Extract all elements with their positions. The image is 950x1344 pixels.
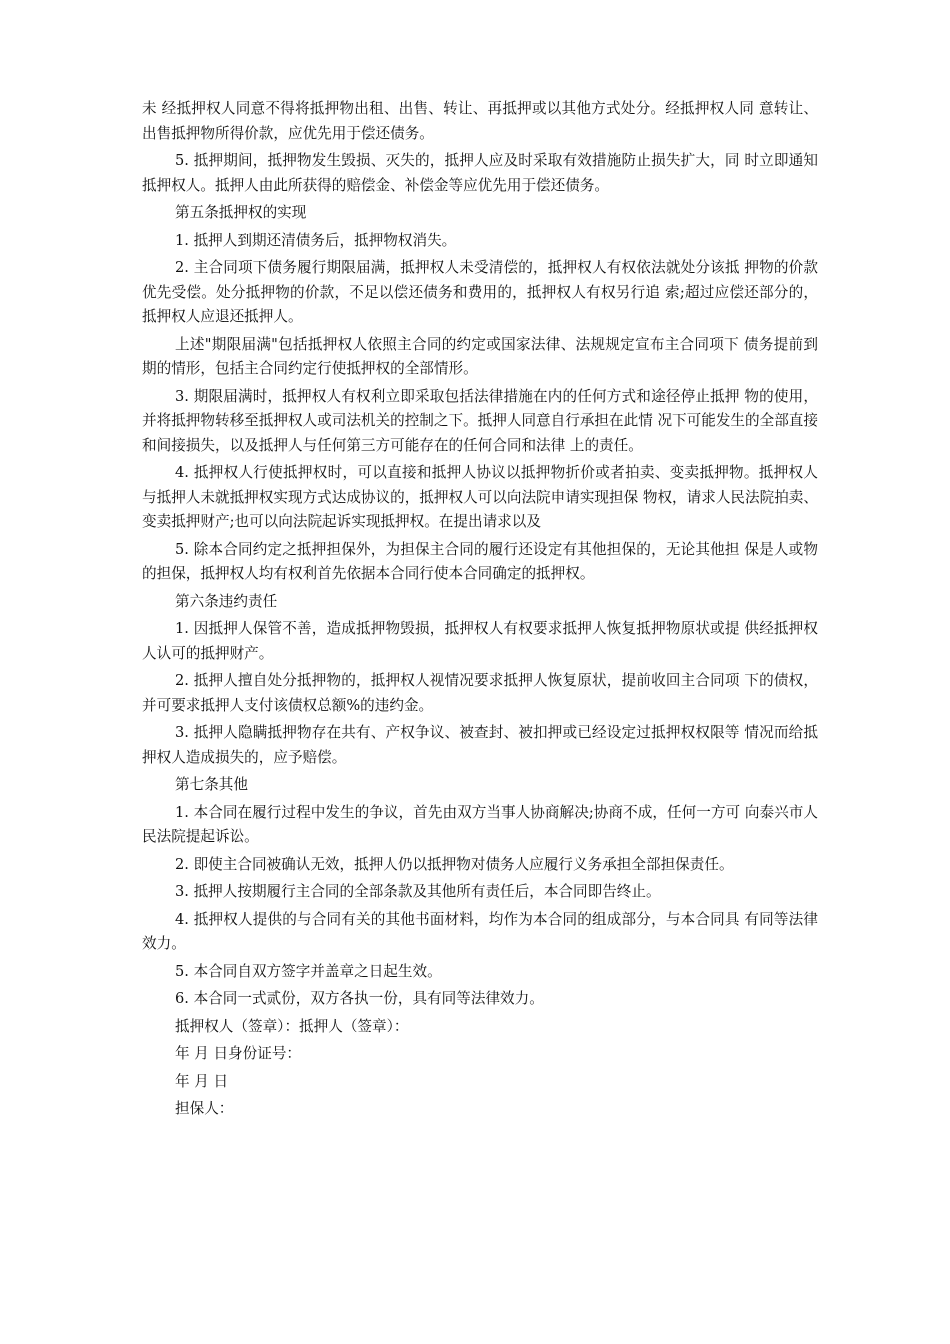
paragraph: 1. 抵押人到期还清债务后，抵押物权消失。 bbox=[175, 231, 457, 249]
paragraph: 上述"期限届满"包括抵押权人依照主合同的约定或国家法律、法规规定宣布主合同项下 债务提前到期的情形，包括主合同约定行使抵押权的全部情形。 bbox=[142, 335, 818, 377]
contract-body bbox=[142, 97, 818, 1012]
section-heading: 第七条其他 bbox=[175, 776, 248, 793]
signature-line: 抵押权人（签章）：抵押人（签章）： bbox=[175, 1017, 409, 1035]
paragraph: 5. 本合同自双方签字并盖章之日起生效。 bbox=[175, 962, 442, 980]
paragraph: 5. 抵押期间，抵押物发生毁损、灭失的，抵押人应及时采取有效措施防止损失扩大，同 时立即通知抵押权人。抵押人由此所获得的赔偿金、补偿金等应优先用于偿还债务。 bbox=[142, 152, 818, 194]
paragraph: 6. 本合同一式贰份，双方各执一份，具有同等法律效力。 bbox=[175, 990, 544, 1007]
paragraph: 4. 抵押权人提供的与合同有关的其他书面材料，均作为本合同的组成部分，与本合同具 有同等法律效力。 bbox=[142, 910, 818, 952]
paragraph: 4. 抵押权人行使抵押权时，可以直接和抵押人协议以抵押物折价或者拍卖、变卖抵押物。抵押权人与抵押人未就抵押权实现方式达成协议的，抵押权人可以向法院申请实现担保 物权，请求人民法院拍卖、变卖抵押财产;也可以向法院起诉实现抵押权。在提出请求以及 bbox=[142, 464, 818, 530]
document-page bbox=[142, 97, 818, 1125]
paragraph: 3. 抵押人按期履行主合同的全部条款及其他所有责任后，本合同即告终止。 bbox=[175, 883, 661, 900]
paragraph: 2. 即使主合同被确认无效，抵押人仍以抵押物对债务人应履行义务承担全部担保责任。 bbox=[175, 855, 734, 873]
section-heading: 第六条违约责任 bbox=[175, 592, 278, 610]
signature-line: 年 月 日身份证号： bbox=[175, 1045, 302, 1062]
paragraph: 1. 因抵押人保管不善，造成抵押物毁损，抵押权人有权要求抵押人恢复抵押物原状或提 供经抵押权人认可的抵押财产。 bbox=[142, 620, 818, 662]
section-heading: 第五条抵押权的实现 bbox=[175, 204, 307, 221]
paragraph: 2. 主合同项下债务履行期限届满，抵押权人未受清偿的，抵押权人有权依法就处分该抵 押物的价款优先受偿。处分抵押物的价款，不足以偿还债务和费用的，抵押权人有权另行追 索;超过应偿还部分的，抵押权人应退还抵押人。 bbox=[142, 259, 818, 325]
signature-block bbox=[142, 1015, 818, 1122]
signature-line: 担保人： bbox=[175, 1100, 234, 1117]
paragraph: 2. 抵押人擅自处分抵押物的，抵押权人视情况要求抵押人恢复原状，提前收回主合同项 下的债权，并可要求抵押人支付该债权总额%的违约金。 bbox=[142, 672, 818, 714]
paragraph: 3. 期限届满时，抵押权人有权利立即采取包括法律措施在内的任何方式和途径停止抵押 物的使用，并将抵押物转移至抵押权人或司法机关的控制之下。抵押人同意自行承担在此情 况下可能发生的全部直接和间接损失，以及抵押人与任何第三方可能存在的任何合同和法律 上的责任。 bbox=[142, 387, 818, 454]
signature-line: 年 月 日 bbox=[175, 1072, 229, 1090]
paragraph: 3. 抵押人隐瞒抵押物存在共有、产权争议、被查封、被扣押或已经设定过抵押权权限等 情况而给抵押权人造成损失的，应予赔偿。 bbox=[142, 724, 818, 766]
paragraph: 未 经抵押权人同意不得将抵押物出租、出售、转让、再抵押或以其他方式处分。经抵押权人同 意转让、出售抵押物所得价款，应优先用于偿还债务。 bbox=[142, 100, 818, 142]
paragraph: 5. 除本合同约定之抵押担保外，为担保主合同的履行还设定有其他担保的，无论其他担 保是人或物的担保，抵押权人均有权利首先依据本合同行使本合同确定的抵押权。 bbox=[142, 540, 818, 582]
paragraph: 1. 本合同在履行过程中发生的争议，首先由双方当事人协商解决;协商不成，任何一方可 向泰兴市人民法院提起诉讼。 bbox=[142, 803, 818, 845]
